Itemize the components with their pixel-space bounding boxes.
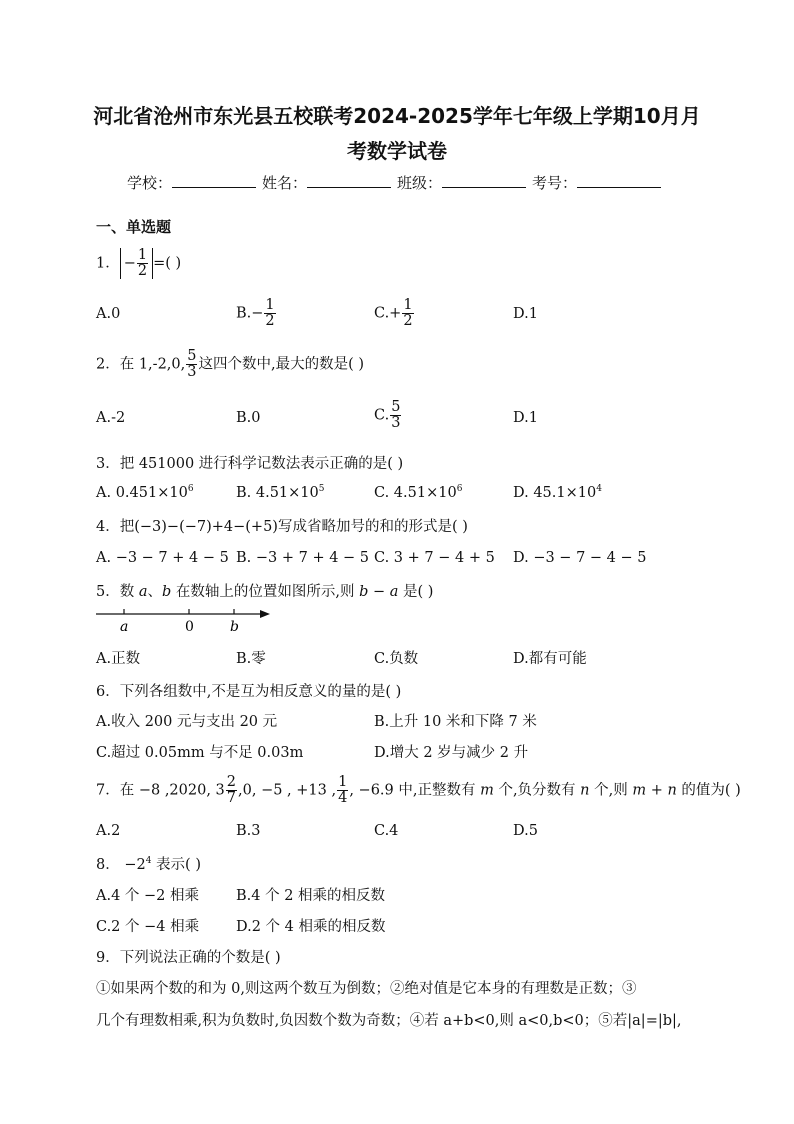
q2-option-a[interactable]: A.-2 (96, 410, 126, 426)
q8-option-d[interactable]: D.2 个 4 相乘的相反数 (236, 919, 386, 935)
q7-option-d[interactable]: D.5 (513, 823, 538, 839)
q8-option-b[interactable]: B.4 个 2 相乘的相反数 (236, 888, 386, 904)
name-blank[interactable] (307, 173, 391, 188)
label-zero: 0 (185, 619, 194, 635)
q4-option-c[interactable]: C. 3 + 7 − 4 + 5 (374, 550, 495, 566)
q7-option-a[interactable]: A.2 (96, 823, 121, 839)
q3-option-b[interactable]: B. $4.51\times 10^5$ (236, 484, 325, 501)
q7-option-c[interactable]: C.4 (374, 823, 399, 839)
question-4-stem: 4．把(−3)−(−7)+4−(+5)写成省略加号的和的形式是( ) (96, 519, 468, 535)
q5-option-b[interactable]: B.零 (236, 651, 266, 667)
q5-option-d[interactable]: D.都有可能 (513, 651, 587, 667)
question-9-line2: 几个有理数相乘,积为负数时,负因数个数为奇数；④若 a+b<0,则 a<0,b<0；⑤若|a|=|b|, (96, 1013, 682, 1029)
q8-option-a[interactable]: A.4 个 −2 相乘 (96, 888, 200, 904)
question-6-stem: 6．下列各组数中,不是互为相反意义的量的是( ) (96, 684, 402, 700)
arrow-right-icon (260, 610, 270, 618)
q1-option-c[interactable]: C.+ $\frac{1}{2}$ (374, 297, 413, 329)
q1-option-a[interactable]: A.0 (96, 306, 121, 322)
q5-option-c[interactable]: C.负数 (374, 651, 419, 667)
question-9-line1: ①如果两个数的和为 0,则这两个数互为倒数；②绝对值是它本身的有理数是正数；③ (96, 981, 637, 997)
q1-option-d[interactable]: D.1 (513, 306, 538, 322)
question-1-stem: 1． − $\frac{1}{2}$ =( ) (96, 247, 182, 279)
q6-option-a[interactable]: A.收入 200 元与支出 20 元 (96, 714, 278, 730)
page-title-line2: 考数学试卷 (347, 139, 447, 163)
label-b: b (230, 619, 239, 635)
q2-option-d[interactable]: D.1 (513, 410, 538, 426)
question-5-stem: 5．数 a、b 在数轴上的位置如图所示,则 b − a 是( ) (96, 584, 434, 600)
question-3-stem: 3．把 451000 进行科学记数法表示正确的是( ) (96, 456, 404, 472)
question-2-stem: 2．在 1,-2,0, $\frac{5}{3}$ 这四个数中,最大的数是( ) (96, 348, 365, 380)
number-line-diagram (94, 604, 284, 636)
page-title-line1: 河北省沧州市东光县五校联考2024-2025学年七年级上学期10月月 (93, 104, 701, 128)
question-8-stem: 8． $-2^4$ 表示( ) (96, 856, 201, 873)
section-heading: 一、单选题 (96, 218, 172, 236)
q1-option-b[interactable]: B.− $\frac{1}{2}$ (236, 297, 275, 329)
q3-option-d[interactable]: D. $45.1\times 10^4$ (513, 484, 602, 501)
q4-option-a[interactable]: A. −3 − 7 + 4 − 5 (96, 550, 229, 566)
school-label: 学校： (126, 174, 172, 192)
question-7-stem: 7．在 −8 ,2020, 3 $\frac{2}{7}$ ,0, −5 , +13 , $\frac{1}{4}$ , −6.9 中,正整数有 m 个,负分数有 n 个,则 m + n 的值为( ) (96, 774, 741, 806)
question-9-stem: 9．下列说法正确的个数是( ) (96, 950, 281, 966)
class-blank[interactable] (442, 173, 526, 188)
q2-option-b[interactable]: B.0 (236, 410, 261, 426)
number-blank[interactable] (577, 173, 661, 188)
student-info-row (0, 172, 794, 193)
q7-option-b[interactable]: B.3 (236, 823, 261, 839)
q5-option-a[interactable]: A.正数 (96, 651, 141, 667)
q2-option-c[interactable]: C. $\frac{5}{3}$ (374, 399, 401, 431)
q4-option-d[interactable]: D. −3 − 7 − 4 − 5 (513, 550, 647, 566)
absolute-value: − $\frac{1}{2}$ (120, 248, 153, 279)
q6-option-c[interactable]: C.超过 0.05mm 与不足 0.03m (96, 745, 304, 761)
q4-option-b[interactable]: B. −3 + 7 + 4 − 5 (236, 550, 370, 566)
q6-option-d[interactable]: D.增大 2 岁与减少 2 升 (374, 745, 529, 761)
label-a: a (120, 619, 129, 635)
q3-option-a[interactable]: A. $0.451\times 10^6$ (96, 484, 194, 501)
school-blank[interactable] (172, 173, 256, 188)
q6-option-b[interactable]: B.上升 10 米和下降 7 米 (374, 714, 537, 730)
q3-option-c[interactable]: C. $4.51\times 10^6$ (374, 484, 463, 501)
number-label: 考号： (532, 174, 578, 192)
name-label: 姓名： (261, 174, 307, 192)
q8-option-c[interactable]: C.2 个 −4 相乘 (96, 919, 200, 935)
class-label: 班级： (397, 174, 443, 192)
